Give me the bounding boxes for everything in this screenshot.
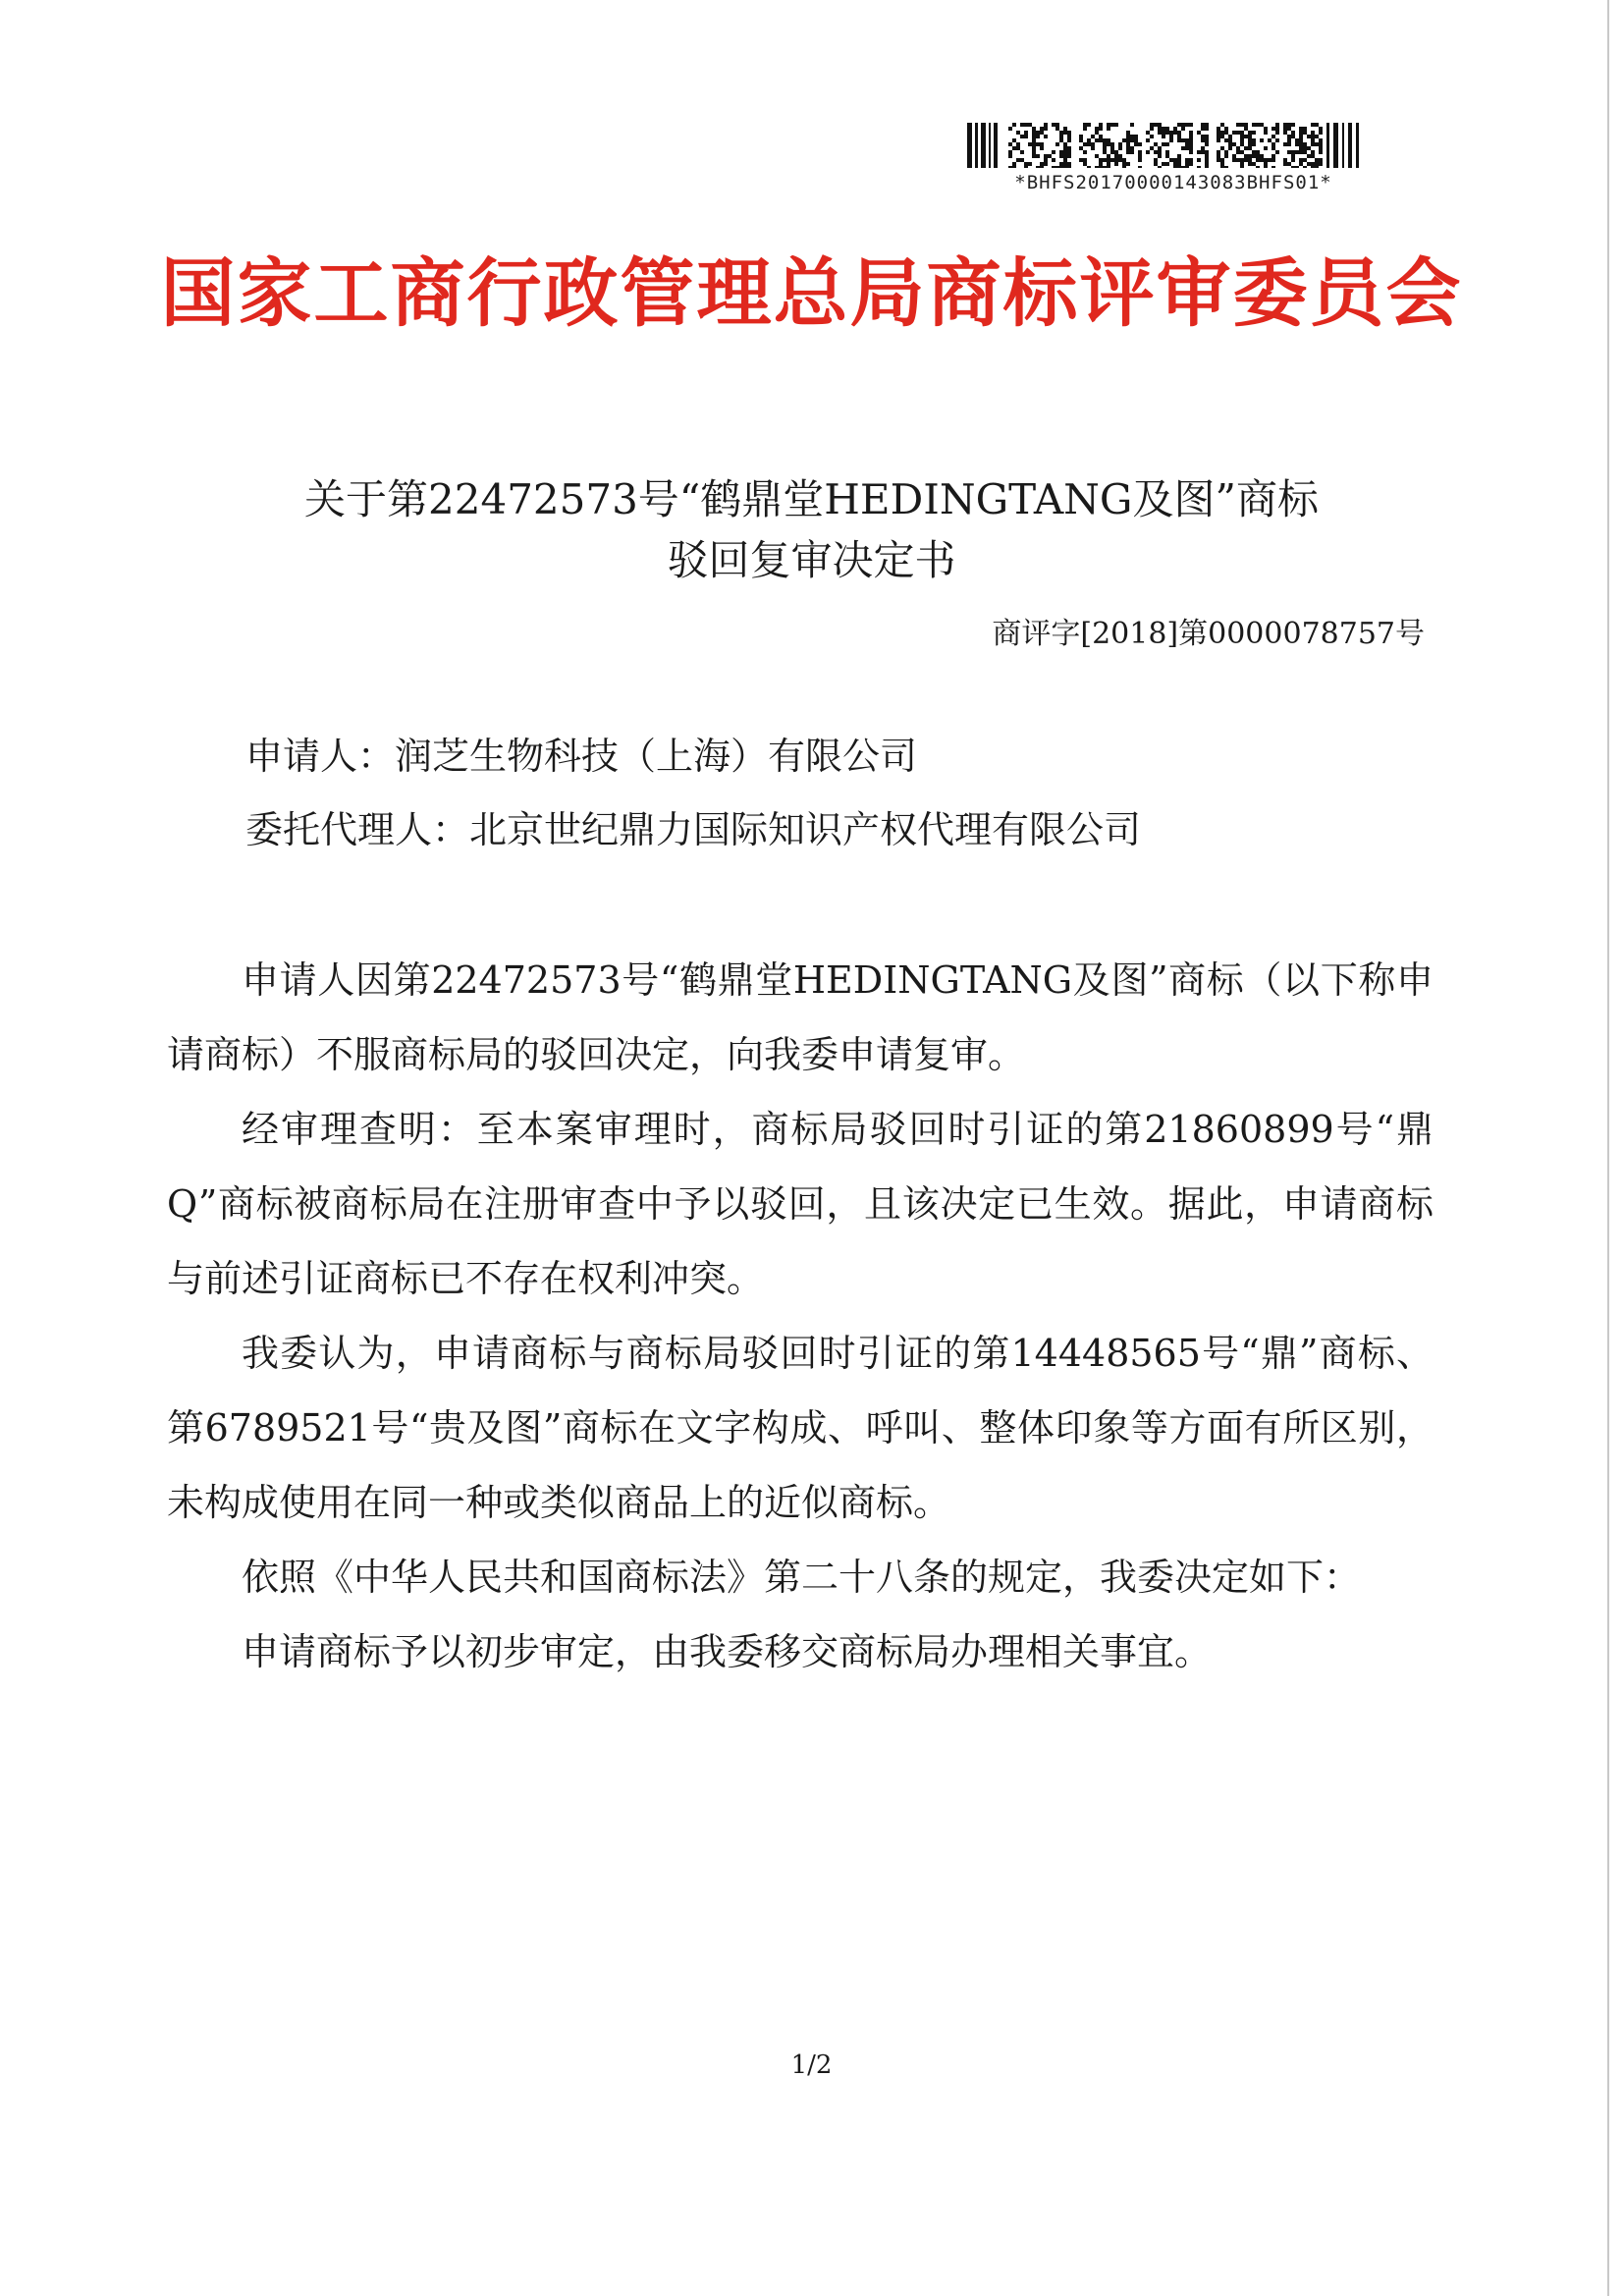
applicant-line: 申请人：润芝生物科技（上海）有限公司 (245, 735, 918, 778)
body-paragraph: 申请人因第22472573号“鹤鼎堂HEDINGTANG及图”商标（以下称申请商标）不服商标局的驳回决定，向我委申请复审。 (167, 958, 1434, 1076)
title-line-1: 关于第22472573号“鹤鼎堂HEDINGTANG及图”商标 (304, 475, 1319, 523)
page-number: 1/2 (790, 2050, 833, 2080)
organization-title: 国家工商行政管理总局商标评审委员会 (160, 249, 1463, 337)
body-paragraph: 申请商标予以初步审定，由我委移交商标局办理相关事宜。 (242, 1630, 1213, 1673)
title-line-2: 驳回复审决定书 (667, 536, 956, 584)
body-paragraph: 经审理查明：至本案审理时，商标局驳回时引证的第21860899号“鼎Q”商标被商标局在注册审查中予以驳回，且该决定已生效。据此，申请商标与前述引证商标已不存在权利冲突。 (167, 1108, 1434, 1300)
body-paragraph: 依照《中华人民共和国商标法》第二十八条的规定，我委决定如下： (242, 1556, 1362, 1599)
scan-edge-line (1607, 0, 1609, 2296)
decision-title (0, 469, 1623, 591)
barcode-text: *BHFS20170000143083BHFS01* (1014, 172, 1332, 193)
decision-body (167, 943, 1434, 1689)
barcode-block (967, 123, 1380, 193)
parties-block (245, 727, 1141, 874)
reference-number: 商评字[2018]第0000078757号 (992, 617, 1425, 651)
agent-line: 委托代理人：北京世纪鼎力国际知识产权代理有限公司 (245, 808, 1142, 851)
barcode-image (967, 123, 1370, 168)
body-paragraph: 我委认为，申请商标与商标局驳回时引证的第14448565号“鼎”商标、第6789521号“贵及图”商标在文字构成、呼叫、整体印象等方面有所区别，未构成使用在同一种或类似商品上的近似商标。 (167, 1332, 1434, 1524)
